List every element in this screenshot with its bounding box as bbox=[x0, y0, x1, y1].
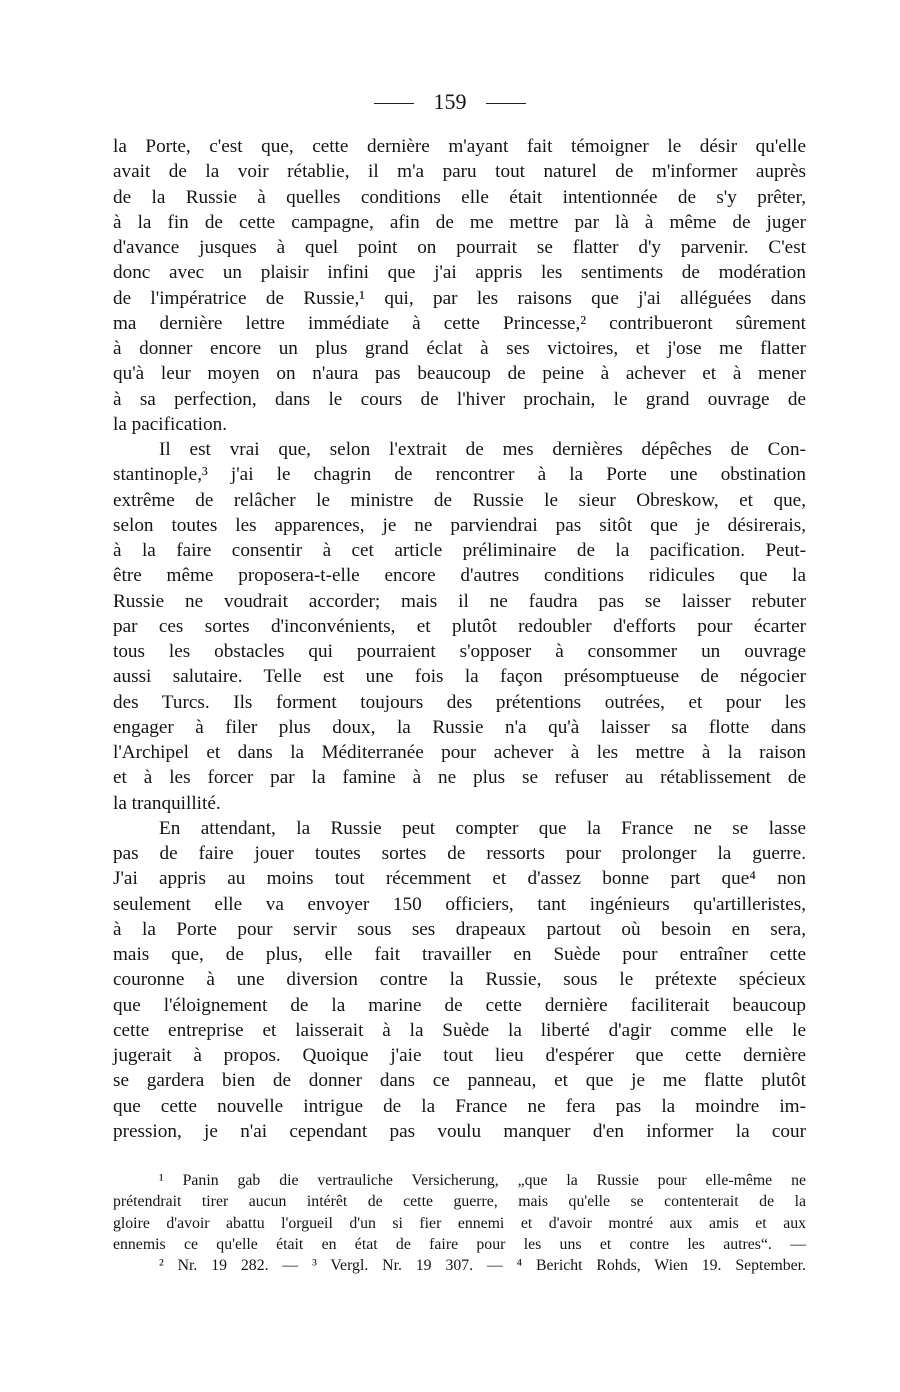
text-line: Russie ne voudrait accorder; mais il ne faudra pas se laisser rebuter bbox=[113, 590, 806, 612]
text-line: avait de la voir rétablie, il m'a paru tout naturel de m'informer auprès bbox=[113, 161, 806, 183]
text-line: la Porte, c'est que, cette dernière m'ayant fait témoigner le désir qu'elle bbox=[113, 136, 806, 157]
text-line: mais que, de plus, elle fait travailler en Suède pour entraîner cette bbox=[113, 944, 806, 965]
footnote-line: ² Nr. 19 282. — ³ Vergl. Nr. 19 307. — ⁴ Bericht Rohds, Wien 19. September. bbox=[159, 1257, 806, 1275]
footnote-line: ¹ Panin gab die vertrauliche Versicherung, „que la Russie pour elle-même ne bbox=[159, 1172, 806, 1189]
text-line: des Turcs. Ils forment toujours des prétentions outrées, et pour les bbox=[113, 691, 806, 713]
text-line: que cette nouvelle intrigue de la France ne fera pas la moindre im- bbox=[113, 1095, 806, 1117]
text-line: à la fin de cette campagne, afin de me mettre par là à même de juger bbox=[113, 211, 806, 233]
text-line: à donner encore un plus grand éclat à ses victoires, et j'ose me flatter bbox=[113, 338, 806, 359]
text-line: à la Porte pour servir sous ses drapeaux partout où besoin en sera, bbox=[113, 918, 806, 940]
text-line: donc avec un plaisir infini que j'ai appris les sentiments de modération bbox=[113, 262, 806, 284]
text-line: à sa perfection, dans le cours de l'hiver prochain, le grand ouvrage de bbox=[113, 388, 806, 410]
main-text bbox=[113, 134, 806, 1144]
text-line: engager à filer plus doux, la Russie n'a qu'à laisser sa flotte dans bbox=[113, 716, 806, 738]
text-line: à la faire consentir à cet article préliminaire de la pacification. Peut- bbox=[113, 540, 806, 561]
text-line: se gardera bien de donner dans ce panneau, et que je me flatte plutôt bbox=[113, 1070, 806, 1092]
text-line: la pacification. bbox=[113, 413, 228, 435]
text-line: couronne à une diversion contre la Russie, sous le prétexte spécieux bbox=[113, 969, 806, 991]
text-line: la tranquillité. bbox=[113, 792, 221, 814]
text-line: aussi salutaire. Telle est une fois la façon présomptueuse de négocier bbox=[113, 666, 806, 688]
footnote-line: prétendrait tirer aucun intérêt de cette guerre, mais qu'elle se contenterait de la bbox=[113, 1193, 806, 1211]
text-line: tous les obstacles qui pourraient s'opposer à consommer un ouvrage bbox=[113, 641, 806, 662]
text-line: être même proposera-t-elle encore d'autres conditions ridicules que la bbox=[113, 565, 806, 587]
text-line: extrême de relâcher le ministre de Russie le sieur Obreskow, et que, bbox=[113, 489, 806, 511]
footnotes bbox=[113, 1170, 806, 1276]
text-line: et à les forcer par la famine à ne plus se refuser au rétablissement de bbox=[113, 767, 806, 789]
text-line: J'ai appris au moins tout récemment et d'assez bonne part que⁴ non bbox=[113, 868, 806, 890]
text-line: qu'à leur moyen on n'aura pas beaucoup de peine à achever et à mener bbox=[113, 363, 806, 385]
text-line: que l'éloignement de la marine de cette dernière faciliterait beaucoup bbox=[113, 994, 806, 1016]
text-line: seulement elle va envoyer 150 officiers, tant ingénieurs qu'artilleristes, bbox=[113, 893, 806, 915]
footnote-line: ennemis ce qu'elle était en état de faire pour les uns et contre les autres“. — bbox=[113, 1235, 806, 1253]
text-line: pression, je n'ai cependant pas voulu manquer d'en informer la cour bbox=[113, 1120, 806, 1142]
text-line: de l'impératrice de Russie,¹ qui, par les raisons que j'ai alléguées dans bbox=[113, 287, 806, 309]
text-line: pas de faire jouer toutes sortes de ressorts pour prolonger la guerre. bbox=[113, 843, 806, 864]
text-line: Il est vrai que, selon l'extrait de mes dernières dépêches de Con- bbox=[159, 439, 806, 460]
text-line: selon toutes les apparences, je ne parviendrai pas sitôt que je désirerais, bbox=[113, 514, 806, 536]
text-line: l'Archipel et dans la Méditerranée pour achever à les mettre à la raison bbox=[113, 742, 806, 763]
header-dash-right bbox=[486, 103, 526, 104]
text-line: par ces sortes d'inconvénients, et plutôt redoubler d'efforts pour écarter bbox=[113, 615, 806, 637]
text-line: d'avance jusques à quel point on pourrait se flatter d'y parvenir. C'est bbox=[113, 237, 806, 258]
page-number: 159 bbox=[433, 89, 467, 114]
header-dash-left bbox=[374, 103, 414, 104]
text-line: ma dernière lettre immédiate à cette Princesse,² contribueront sûrement bbox=[113, 312, 806, 334]
text-line: jugerait à propos. Quoique j'aie tout lieu d'espérer que cette dernière bbox=[113, 1045, 806, 1066]
text-line: cette entreprise et laisserait à la Suède la liberté d'agir comme elle le bbox=[113, 1019, 806, 1041]
text-line: de la Russie à quelles conditions elle était intentionnée de s'y prêter, bbox=[113, 186, 806, 208]
text-line: En attendant, la Russie peut compter que la France ne se lasse bbox=[159, 817, 806, 839]
footnote-line: gloire d'avoir abattu l'orgueil d'un si fier ennemi et d'avoir montré aux amis et aux bbox=[113, 1214, 806, 1232]
text-line: stantinople,³ j'ai le chagrin de rencontrer à la Porte une obstination bbox=[113, 464, 806, 486]
page-header bbox=[0, 88, 900, 116]
